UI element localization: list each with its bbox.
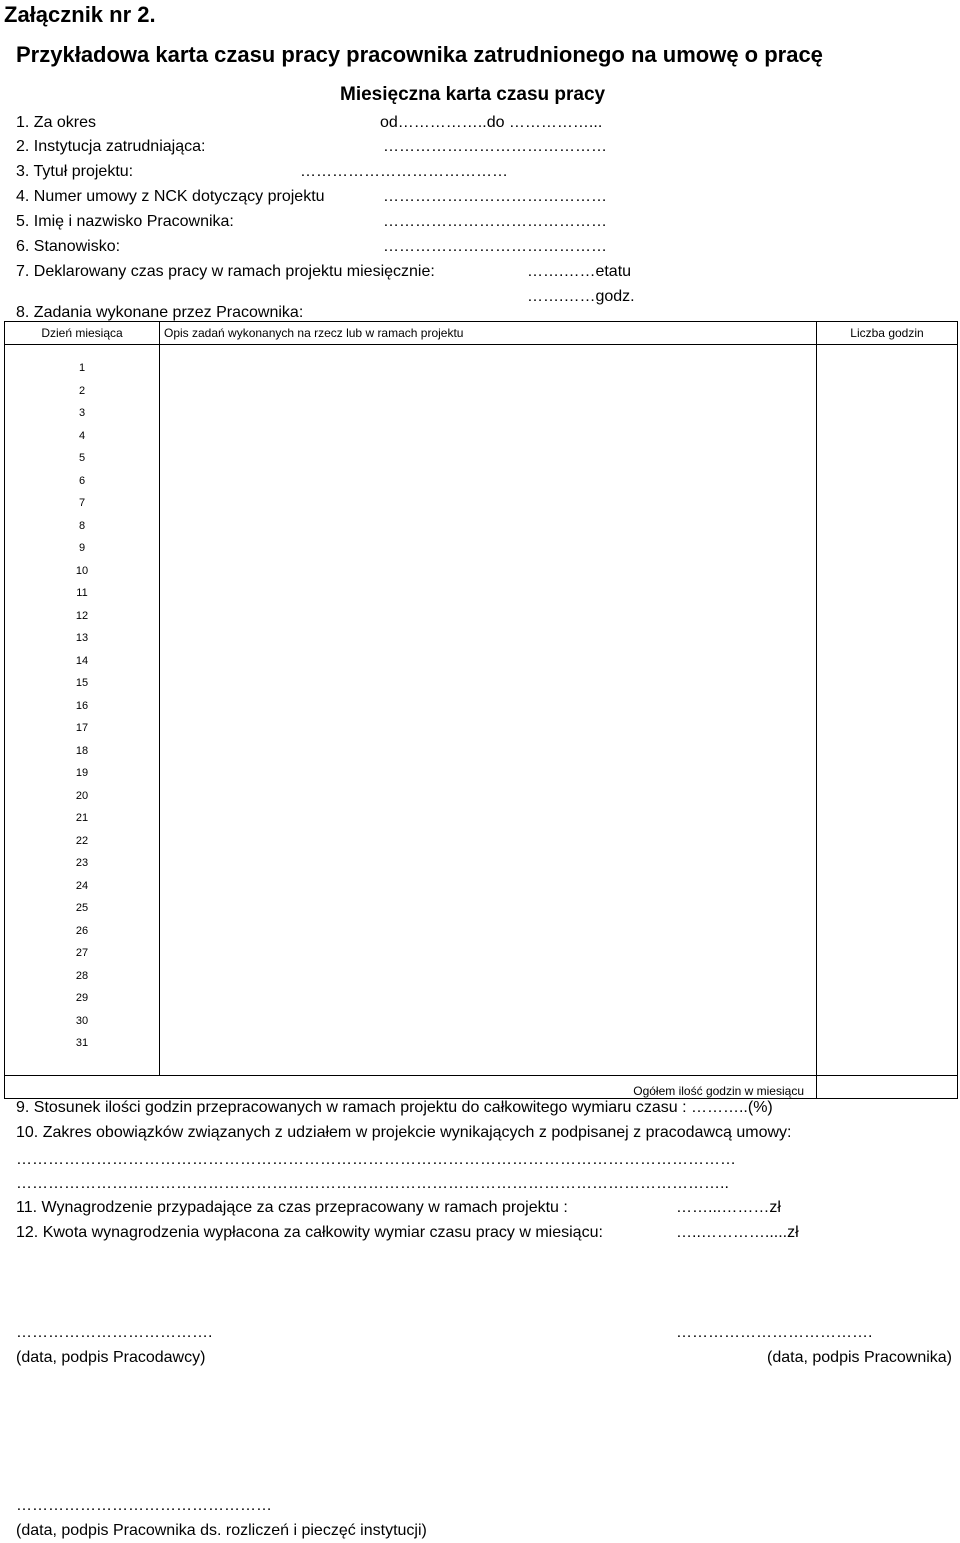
day-number: 2 bbox=[78, 384, 86, 397]
field-position-value[interactable]: …………………………………… bbox=[383, 238, 607, 255]
annex-label: Załącznik nr 2. bbox=[4, 2, 156, 27]
day-number: 25 bbox=[75, 902, 89, 914]
day-number: 9 bbox=[78, 542, 86, 554]
day-number: 13 bbox=[75, 632, 89, 644]
employee-signature-line[interactable]: ………………………………. bbox=[676, 1324, 873, 1341]
day-number: 16 bbox=[75, 699, 89, 712]
employee-signature-label: (data, podpis Pracownika) bbox=[767, 1349, 952, 1366]
day-number: 15 bbox=[75, 677, 89, 689]
field-declared-time-fte[interactable]: …….……etatu bbox=[527, 263, 632, 280]
day-number: 8 bbox=[78, 519, 86, 532]
day-number: 19 bbox=[75, 767, 89, 779]
field-project-title-label: 3. Tytuł projektu: bbox=[16, 163, 134, 180]
day-number: 21 bbox=[75, 812, 89, 824]
day-number: 1 bbox=[78, 362, 86, 374]
day-number: 20 bbox=[75, 789, 89, 802]
day-number: 3 bbox=[78, 407, 86, 419]
item-10-dots-line-2[interactable]: …………………………………………………………………………………………………………………….. bbox=[16, 1175, 729, 1192]
day-number: 23 bbox=[75, 857, 89, 869]
day-list bbox=[5, 357, 159, 1055]
day-number: 17 bbox=[75, 722, 89, 734]
field-declared-time-hours[interactable]: …….……godz. bbox=[527, 288, 635, 305]
day-number: 14 bbox=[75, 654, 89, 667]
table-header-row bbox=[5, 322, 958, 345]
item-9-ratio: 9. Stosunek ilości godzin przepracowanych w ramach projektu do całkowitego wymiaru czasu : ………..(%) bbox=[16, 1099, 773, 1116]
document-subtitle: Miesięczna karta czasu pracy bbox=[340, 84, 606, 105]
total-hours-value[interactable] bbox=[817, 1076, 958, 1099]
item-11-salary-value[interactable]: ……...………zł bbox=[676, 1199, 781, 1216]
total-hours-label: Ogółem ilość godzin w miesiącu bbox=[5, 1076, 817, 1099]
day-number: 29 bbox=[75, 992, 89, 1004]
table-total-row bbox=[5, 1076, 958, 1099]
header-hours: Liczba godzin bbox=[817, 322, 958, 345]
day-number: 26 bbox=[75, 924, 89, 937]
field-employee-name-value[interactable]: …………………………………… bbox=[383, 213, 607, 230]
item-10-dots-line-1[interactable]: ……………………………………………………………………………………………………………………… bbox=[16, 1151, 736, 1168]
day-number: 5 bbox=[78, 452, 86, 464]
table-body-row bbox=[5, 345, 958, 1076]
employer-signature-line[interactable]: ………………………………. bbox=[16, 1324, 213, 1341]
day-number: 28 bbox=[75, 969, 89, 982]
item-12-payment-label: 12. Kwota wynagrodzenia wypłacona za całkowity wymiar czasu pracy w miesiącu: bbox=[16, 1224, 603, 1241]
settlement-signature-line[interactable]: ………………………………………… bbox=[16, 1497, 272, 1514]
header-description: Opis zadań wykonanych na rzecz lub w ramach projektu bbox=[160, 322, 817, 345]
field-project-title-value[interactable]: ………………………………… bbox=[300, 163, 508, 180]
day-number: 30 bbox=[75, 1014, 89, 1027]
timesheet-table bbox=[4, 321, 958, 1099]
day-number: 24 bbox=[75, 879, 89, 892]
item-11-salary-label: 11. Wynagrodzenie przypadające za czas przepracowany w ramach projektu : bbox=[16, 1199, 568, 1216]
item-12-payment-value[interactable]: …..………….....zł bbox=[676, 1224, 799, 1241]
day-number: 27 bbox=[75, 947, 89, 959]
day-column bbox=[5, 345, 160, 1076]
field-contract-number-value[interactable]: …………………………………… bbox=[383, 188, 607, 205]
day-number: 31 bbox=[75, 1037, 89, 1049]
day-number: 7 bbox=[78, 497, 86, 509]
field-institution-label: 2. Instytucja zatrudniająca: bbox=[16, 138, 206, 155]
day-number: 10 bbox=[75, 564, 89, 577]
day-number: 22 bbox=[75, 834, 89, 847]
field-declared-time-label: 7. Deklarowany czas pracy w ramach projektu miesięcznie: bbox=[16, 263, 435, 280]
field-period-value[interactable]: od……………..do ……………... bbox=[380, 114, 603, 131]
day-number: 6 bbox=[78, 474, 86, 487]
field-contract-number-label: 4. Numer umowy z NCK dotyczący projektu bbox=[16, 188, 325, 205]
day-number: 11 bbox=[76, 587, 88, 599]
field-institution-value[interactable]: …………………………………… bbox=[383, 138, 607, 155]
description-cell[interactable] bbox=[160, 345, 817, 1076]
field-tasks-label: 8. Zadania wykonane przez Pracownika: bbox=[16, 304, 304, 321]
hours-cell[interactable] bbox=[817, 345, 958, 1076]
day-number: 18 bbox=[75, 744, 89, 757]
day-number: 12 bbox=[75, 609, 89, 622]
field-employee-name-label: 5. Imię i nazwisko Pracownika: bbox=[16, 213, 234, 230]
item-10-duties: 10. Zakres obowiązków związanych z udziałem w projekcie wynikających z podpisanej z pracodawcą umowy: bbox=[16, 1124, 792, 1141]
settlement-signature-label: (data, podpis Pracownika ds. rozliczeń i pieczęć instytucji) bbox=[16, 1522, 427, 1539]
field-position-label: 6. Stanowisko: bbox=[16, 238, 121, 255]
day-number: 4 bbox=[78, 429, 86, 442]
document-title: Przykładowa karta czasu pracy pracownika zatrudnionego na umowę o pracę bbox=[16, 42, 823, 67]
field-period-label: 1. Za okres bbox=[16, 114, 97, 131]
header-day: Dzień miesiąca bbox=[5, 322, 160, 345]
employer-signature-label: (data, podpis Pracodawcy) bbox=[16, 1349, 206, 1366]
